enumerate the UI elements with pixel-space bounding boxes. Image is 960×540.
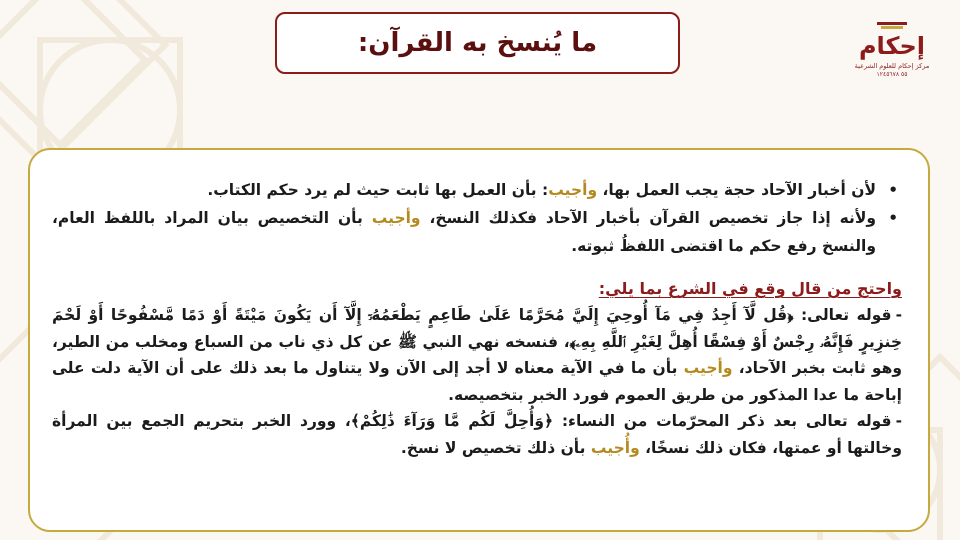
logo-name: إحكام [858,32,926,60]
bullet-text: لأن أخبار الآحاد حجة يجب العمل بها، [597,181,876,199]
logo-mark-icon [875,20,909,32]
paragraph [52,302,902,408]
paragraph-text: بأن ما في الآية معناه لا أجد إلى الآن ولا يتناول ما بعد ذلك على أن الآية دلت على إباحة ما عدا المذكور من طريق العموم فورد الخبر بتخصيصه. [52,359,902,404]
paragraph-text: بأن ذلك تخصيص لا نسخ. [400,438,591,457]
bullet-icon: • [888,209,898,227]
paragraph-text: قوله تعالى: ﴿قُل لَّآ أَجِدُ فِي مَآ أُوحِيَ إِلَيَّ مُحَرَّمًا عَلَىٰ طَاعِمٍ يَطْعَمُهُۥٓ إِلَّآ أَن يَكُونَ مَيْتَةً أَوْ دَمًا مَّسْفُوحًا أَوْ لَحْمَ خِنزِيرٍ فَإِنَّهُۥ رِجْسٌ أَوْ فِسْقًا أُهِلَّ لِغَيْرِ ٱللَّهِ بِهِۦ﴾، فنسخه نهي النبي ﷺ عن كل ذي ناب من السباع ومخلب من الطير، وهو ثابت بخبر الآحاد، [52,306,903,377]
logo-number: ٥٥ ١٢٤٥٦٧٨ [876,71,908,78]
content-box [28,148,930,532]
answer-word: وأجيب [683,359,733,377]
answer-word: وأجيب [548,181,598,199]
list-item [52,176,902,204]
title-box [275,12,680,74]
logo [842,20,942,100]
dash-marker: - [895,412,902,430]
bullet-icon: • [888,181,898,199]
answer-word: وأُجيب [590,438,640,457]
paragraph [52,408,902,461]
page-title: ما يُنسخ به القرآن: [357,28,598,58]
bullet-text: ولأنه إذا جاز تخصيص القرآن بأخبار الآحاد فكذلك النسخ، [420,209,876,227]
answer-word: وأجيب [371,209,421,227]
paragraph-text: قوله تعالى بعد ذكر المحرّمات من النساء: ﴿وَأُحِلَّ لَكُم مَّا وَرَآءَ ذَٰلِكُمْ﴾، وورد الخبر بتحريم الجمع بين المرأة وخالتها أو عمتها، فكان ذلك نسخًا، [52,412,902,457]
bullet-list [52,176,902,260]
bullet-text: بأن التخصيص بيان المراد باللفظ العام، والنسخ رفع حكم ما اقتضى اللفظُ ثبوته. [52,209,876,255]
list-item [52,204,902,260]
bullet-text: : بأن العمل بها ثابت حيث لم يرد حكم الكتاب. [207,181,549,199]
dash-marker: - [895,306,902,324]
logo-subtitle: مركز إحكام للعلوم الشرعية [854,62,930,70]
section-heading: واحتج من قال وقع في الشرع بما يلي: [598,279,902,298]
